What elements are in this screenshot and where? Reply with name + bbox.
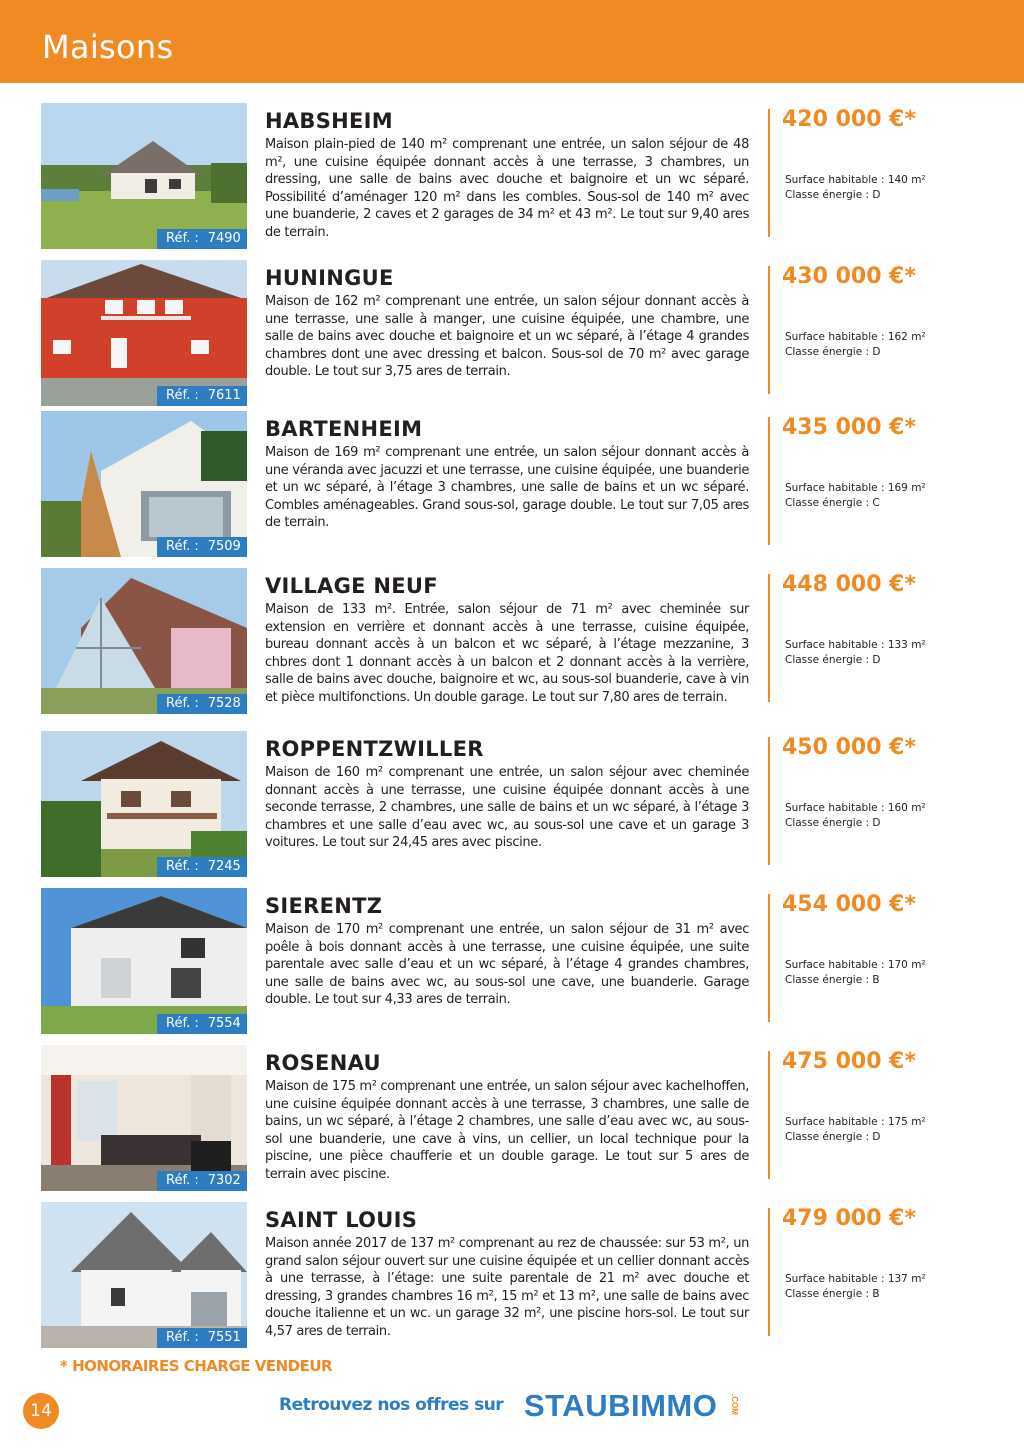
listing-price: 479 000 €* (782, 1206, 916, 1231)
logo-suffix: .COM (730, 1394, 739, 1415)
listing-city: HUNINGUE (265, 266, 394, 290)
surface-area: Surface habitable : 175 m² (785, 1116, 926, 1128)
surface-area: Surface habitable : 162 m² (785, 331, 926, 343)
listing-specs (785, 330, 926, 360)
listing-specs (785, 801, 926, 831)
listing-specs (785, 638, 926, 668)
listing-city: BARTENHEIM (265, 417, 423, 441)
promo-text: Retrouvez nos offres sur (279, 1395, 504, 1415)
page-header (0, 0, 1024, 83)
surface-area: Surface habitable : 170 m² (785, 959, 926, 971)
listing-price: 430 000 €* (782, 264, 916, 289)
listing-price: 420 000 €* (782, 107, 916, 132)
property-photo[interactable] (41, 888, 247, 1034)
listing-price: 435 000 €* (782, 415, 916, 440)
property-photo[interactable] (41, 1045, 247, 1191)
listing-description: Maison de 160 m² comprenant une entrée, un salon séjour avec cheminée donnant accès à une terrasse, une cuisine équipée donnant accès à une seconde terrasse, 2 chambres, une salle de bains et un wc séparé, à l’étage 3 chambres et une salle d’eau avec wc, au sous-sol une cave et un garage 3 voitures. Le tout sur 24,45 ares avec piscine. (265, 765, 749, 851)
surface-area: Surface habitable : 137 m² (785, 1273, 926, 1285)
reference-badge: Réf. : 7551 (157, 1328, 247, 1348)
listing-specs (785, 1272, 926, 1302)
reference-badge: Réf. : 7490 (157, 229, 247, 249)
listing-city: HABSHEIM (265, 109, 393, 133)
listing-city: SAINT LOUIS (265, 1208, 418, 1232)
separator-line (768, 417, 770, 545)
energy-class: Classe énergie : B (785, 1288, 880, 1300)
separator-line (768, 737, 770, 865)
energy-class: Classe énergie : D (785, 654, 881, 666)
reference-badge: Réf. : 7611 (157, 386, 247, 406)
reference-badge: Réf. : 7528 (157, 694, 247, 714)
page-title: Maisons (42, 28, 174, 66)
listing-price: 448 000 €* (782, 572, 916, 597)
surface-area: Surface habitable : 160 m² (785, 802, 926, 814)
energy-class: Classe énergie : D (785, 346, 881, 358)
listing-city: VILLAGE NEUF (265, 574, 438, 598)
separator-line (768, 1208, 770, 1336)
property-photo[interactable] (41, 260, 247, 406)
listing-village-neuf[interactable] (41, 568, 981, 714)
property-photo[interactable] (41, 568, 247, 714)
reference-badge: Réf. : 7245 (157, 857, 247, 877)
separator-line (768, 894, 770, 1022)
fees-note: * HONORAIRES CHARGE VENDEUR (60, 1357, 333, 1375)
property-photo[interactable] (41, 411, 247, 557)
listing-specs (785, 958, 926, 988)
page-number: 14 (23, 1393, 59, 1429)
separator-line (768, 266, 770, 394)
listing-specs (785, 1115, 926, 1145)
listing-price: 450 000 €* (782, 735, 916, 760)
energy-class: Classe énergie : B (785, 974, 880, 986)
listing-city: ROSENAU (265, 1051, 381, 1075)
reference-badge: Réf. : 7509 (157, 537, 247, 557)
reference-badge: Réf. : 7302 (157, 1171, 247, 1191)
listing-description: Maison année 2017 de 137 m² comprenant au rez de chaussée: sur 53 m², un grand salon séjour ouvert sur une cuisine équipée et un cellier donnant accès à une terrasse, à l’étage: une suite parentale de 21 m² avec douche et dressing, 3 grandes chambres 16 m², 15 m² et 13 m², une salle de bains avec douche italienne et un wc. un garage 32 m², une piscine hors-sol. Le tout sur 4,57 ares de terrain. (265, 1236, 749, 1339)
separator-line (768, 574, 770, 702)
property-photo[interactable] (41, 731, 247, 877)
listing-sierentz[interactable] (41, 888, 981, 1034)
listing-bartenheim[interactable] (41, 411, 981, 557)
energy-class: Classe énergie : D (785, 189, 881, 201)
listing-price: 475 000 €* (782, 1049, 916, 1074)
listing-specs (785, 481, 926, 511)
logo-wordmark: STAUBIMMO (524, 1388, 718, 1423)
listing-habsheim[interactable] (41, 103, 981, 249)
staubimmo-logo[interactable] (524, 1386, 739, 1426)
surface-area: Surface habitable : 169 m² (785, 482, 926, 494)
listing-description: Maison de 162 m² comprenant une entrée, un salon séjour donnant accès à une terrasse, une salle à manger, une cuisine équipée, une chambre, une salle de bains avec douche et baignoire et un wc séparé, à l’étage 4 grandes chambres dont une avec dressing et balcon. Sous-sol de 70 m² avec garage double. Le tout sur 3,75 ares de terrain. (265, 294, 749, 380)
property-photo[interactable] (41, 103, 247, 249)
listing-price: 454 000 €* (782, 892, 916, 917)
energy-class: Classe énergie : D (785, 817, 881, 829)
listing-specs (785, 173, 926, 203)
separator-line (768, 109, 770, 237)
listing-rosenau[interactable] (41, 1045, 981, 1191)
property-photo[interactable] (41, 1202, 247, 1348)
reference-badge: Réf. : 7554 (157, 1014, 247, 1034)
listing-city: ROPPENTZWILLER (265, 737, 484, 761)
listing-roppentzwiller[interactable] (41, 731, 981, 877)
listing-saint-louis[interactable] (41, 1202, 981, 1348)
listing-description: Maison de 169 m² comprenant une entrée, un salon séjour donnant accès à une véranda avec jacuzzi et une terrasse, une cuisine équipée, une buanderie et un wc séparé, à l’étage 3 chambres, une salle de bains et un wc séparé. Combles aménageables. Grand sous-sol, garage double. Le tout sur 7,05 ares de terrain. (265, 445, 749, 531)
listing-city: SIERENTZ (265, 894, 383, 918)
surface-area: Surface habitable : 140 m² (785, 174, 926, 186)
energy-class: Classe énergie : D (785, 1131, 881, 1143)
listing-huningue[interactable] (41, 260, 981, 406)
energy-class: Classe énergie : C (785, 497, 880, 509)
listing-description: Maison de 175 m² comprenant une entrée, un salon séjour avec kachelhoffen, une cuisine équipée donnant accès à une terrasse, 3 chambres, une salle de bains, un wc séparé, à l’étage 2 chambres, une salle d’eau avec wc, au sous-sol une buanderie, une cave à vins, un cellier, un local technique pour la piscine, une pièce chaufferie et un double garage. Le tout sur 5 ares de terrain avec piscine. (265, 1079, 749, 1182)
listing-description: Maison de 133 m². Entrée, salon séjour de 71 m² avec cheminée sur extension en verrière et donnant accès à une terrasse, cuisine équipée, bureau donnant accès à un balcon et wc séparé, à l’étage mezzanine, 3 chbres dont 1 donnant accès à un balcon et 2 donnant accès à la verrière, salle de bains avec douche, baignoire et wc, au sous-sol buanderie, cave à vin et pièce multifonctions. Un double garage. Le tout sur 7,80 ares de terrain. (265, 602, 749, 705)
listing-description: Maison de 170 m² comprenant une entrée, un salon séjour de 31 m² avec poêle à bois donnant accès à une terrasse, une cuisine équipée, une suite parentale avec salle d’eau et un wc séparé, à l’étage 4 grandes chambres, une salle de bains avec wc, au sous-sol une cave, une buanderie. Garage double. Le tout sur 4,33 ares de terrain. (265, 922, 749, 1008)
separator-line (768, 1051, 770, 1179)
surface-area: Surface habitable : 133 m² (785, 639, 926, 651)
listing-description: Maison plain-pied de 140 m² comprenant une entrée, un salon séjour de 48 m², une cuisine équipée donnant accès à une terrasse, 3 chambres, un dressing, une salle de bains avec douche et baignoire et un wc séparé. Possibilité d’aménager 120 m² dans les combles. Sous-sol de 140 m² avec une buanderie, 2 caves et 2 garages de 34 m² et 43 m². Le tout sur 9,40 ares de terrain. (265, 137, 749, 240)
